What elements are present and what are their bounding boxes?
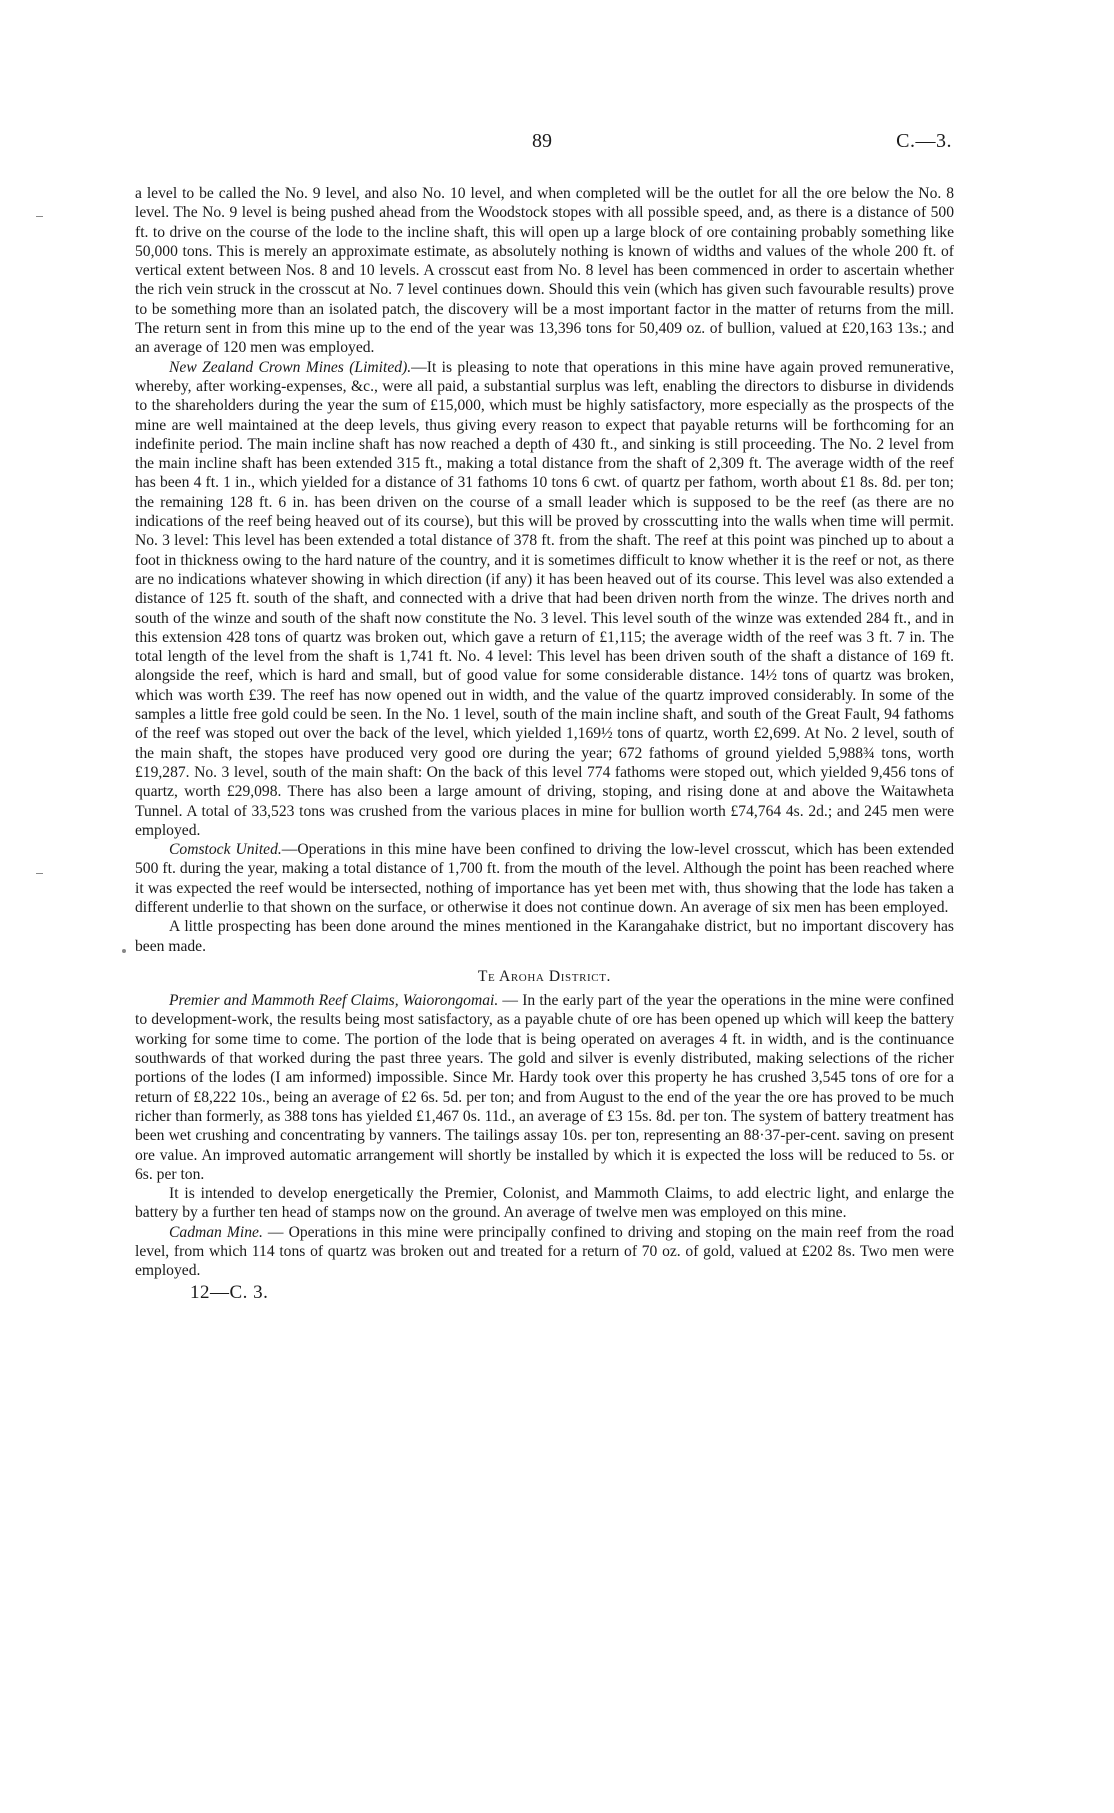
- paragraph-nz-crown-mines: [135, 358, 954, 840]
- mine-name-comstock: Comstock United.: [169, 841, 282, 859]
- paragraph-waihi-levels: a level to be called the No. 9 level, and also No. 10 level, and when completed will be the outlet for all the ore below the No. 8 level. The No. 9 level is being pushed ahead from the Woodstock stopes with all possible speed, and, as there is a distance of 500 ft. to drive on the course of the lode to the incline shaft, this will open up a large block of ore containing probably something like 50,000 tons. This is merely an approximate estimate, as absolutely nothing is known of widths and values of the whole 200 ft. of vertical extent between Nos. 8 and 10 levels. A crosscut east from No. 8 level has been commenced in order to ascertain whether the rich vein struck in the crosscut at No. 7 level continues down. Should this vein (which has given such favourable results) prove to be something more than an isolated patch, the discovery will be a most important factor in the matter of returns from the mill. The return sent in from this mine up to the end of the year was 13,396 tons for 50,409 oz. of bullion, valued at £20,163 13s.; and an average of 120 men was employed.: [135, 185, 954, 357]
- signature-mark: 12—C. 3.: [190, 1281, 269, 1303]
- paragraph-text: —Operations in this mine have been confined to driving the low-level crosscut, which has been extended 500 ft. during the year, making a total distance of 1,700 ft. from the mouth of the level. Although the point has been reached where it was expected the reef would be intersected, nothing of importance has yet been met with, thus showing that the lode has taken a different underlie to that shown on the surface, or otherwise it does not continue down. An average of six men has been employed.: [135, 841, 954, 916]
- paragraph-comstock-united: [135, 840, 954, 917]
- paragraph-text: —It is pleasing to note that operations in this mine have again proved remunerative, whereby, after working-expenses, &c., were all paid, a substantial surplus was left, enabling the directors to disburse in dividends to the shareholders during the year the sum of £15,000, which must be highly satisfactory, more especially as the prospects of the mine are well maintained at the deep levels, thus giving every reason to expect that payable returns will be forthcoming for an indefinite period. The main incline shaft has now reached a depth of 430 ft., and sinking is still proceeding. The No. 2 level from the main incline shaft has been extended 315 ft., making a total distance from the shaft of 2,309 ft. The average width of the reef has been 4 ft. 1 in., which yielded for a distance of 31 fathoms 10 tons 6 cwt. of quartz per fathom, worth about £1 8s. 8d. per ton; the remaining 128 ft. 6 in. has been driven on the course of a small leader which is supposed to be the reef (as there are no indications of the reef being heaved out of its course), but this will be proved by crosscutting into the walls when time will permit. No. 3 level: This level has been extended a total distance of 378 ft. from the shaft. The reef at this point was pinched up to about a foot in thickness owing to the hard nature of the country, and it is sometimes difficult to know whether it is the reef or not, as there are no indications whatever showing in which direction (if any) it has been heaved out of its course. This level was also extended a distance of 125 ft. south of the shaft, and connected with a drive that had been driven north from the winze. The drives north and south of the winze and south of the shaft now constitute the No. 3 level. This level south of the winze was extended 284 ft., and in this extension 428 tons of quartz was broken out, which gave a return of £1,115; the average width of the reef was 3 ft. 7 in. The total length of the level from the shaft is 1,741 ft. No. 4 level: This level has been driven south of the shaft a distance of 169 ft. alongside the reef, which is hard and small, but of good value for some considerable distance. 14½ tons of quartz was broken, which was worth £39. The reef has now opened out in width, and the value of the quartz improved considerably. In some of the samples a little free gold could be seen. In the No. 1 level, south of the main incline shaft, and south of the Great Fault, 94 fathoms of the reef was stoped out over the back of the level, which yielded 1,169½ tons of quartz, worth £2,699. At No. 2 level, south of the main shaft, the stopes have produced very good ore during the year; 672 fathoms of ground yielded 5,988¾ tons, worth £19,287. No. 3 level, south of the main shaft: On the back of this level 774 fathoms were stoped out, which yielded 9,456 tons of quartz, worth £29,098. There has also been a large amount of driving, stoping, and rising done at and above the Waitawheta Tunnel. A total of 33,523 tons was crushed from the various places in mine for bullion worth £74,764 4s. 2d.; and 245 men were employed.: [135, 358, 955, 839]
- section-heading-te-aroha: Te Aroha District.: [477, 967, 612, 985]
- margin-tick-mark: [36, 216, 43, 217]
- body-text: [135, 184, 954, 1302]
- page-number: 89: [532, 130, 552, 152]
- mine-name-premier-mammoth: Premier and Mammoth Reef Claims, Waiorongomai.: [169, 992, 499, 1010]
- mine-name-cadman: Cadman Mine.: [169, 1223, 263, 1241]
- paragraph-text: — Operations in this mine were principally confined to driving and stoping on the main reef from the road level, from which 114 tons of quartz was broken out and treated for a return of 70 oz. of gold, valued at £202 8s. Two men were employed.: [135, 1223, 955, 1280]
- paragraph-development-plans: It is intended to develop energetically the Premier, Colonist, and Mammoth Claims, to add electric light, and enlarge the battery by a further ten head of stamps now on the ground. An average of twelve men was employed on this mine.: [135, 1185, 954, 1222]
- paragraph-text: — In the early part of the year the operations in the mine were confined to development-work, the results being most satisfactory, as a payable chute of ore has been opened up which will keep the battery working for some time to come. The portion of the lode that is being operated on averages 4 ft. in width, and is the continuance southwards of that worked during the past three years. The gold and silver is evenly distributed, making selections of the richer portions of the lodes (I am informed) impossible. Since Mr. Hardy took over this property he has crushed 3,545 tons of ore for a return of £8,222 10s., being an average of £2 6s. 5d. per ton; and from August to the end of the year the ore has proved to be much richer than formerly, as 388 tons has yielded £1,467 0s. 11d., an average of £3 15s. 8d. per ton. The system of battery treatment has been wet crushing and concentrating by vanners. The tailings assay 10s. per ton, representing an 88·37-per-cent. saving on present ore value. An improved automatic arrangement will shortly be installed by which it is expected the loss will be reduced to 5s. or 6s. per ton.: [135, 992, 954, 1183]
- page-header: [0, 130, 1114, 158]
- margin-tick-mark: [36, 873, 43, 874]
- paragraph-premier-mammoth: [135, 991, 954, 1184]
- document-code: C.—3.: [896, 130, 952, 152]
- paragraph-cadman-mine: [135, 1223, 954, 1281]
- paragraph-karangahake-prospecting: A little prospecting has been done around the mines mentioned in the Karangahake district, but no important discovery has been made.: [135, 918, 954, 955]
- mine-name-nz-crown: New Zealand Crown Mines (Limited).: [169, 358, 412, 376]
- margin-tick-mark: [122, 949, 126, 953]
